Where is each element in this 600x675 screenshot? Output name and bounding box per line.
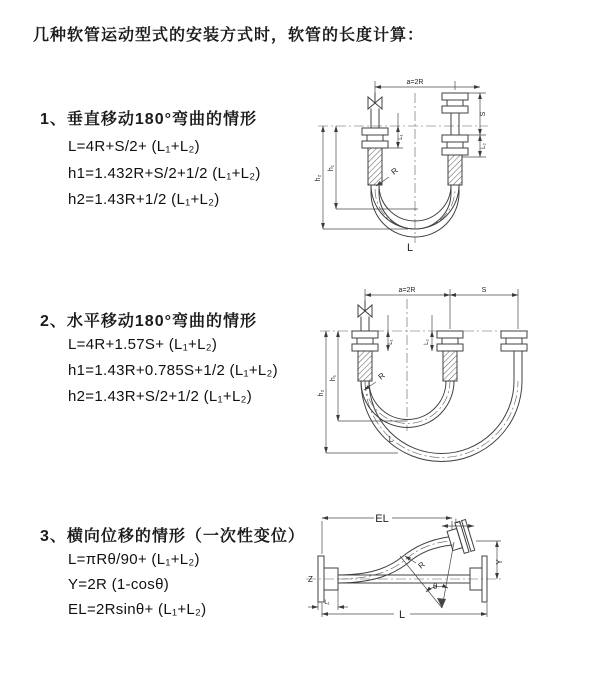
d3-label-l: L <box>398 609 406 621</box>
d3-centerlines <box>306 541 502 579</box>
d2-label-h2: h₂ <box>318 389 325 397</box>
d3-label-el: EL <box>375 513 389 525</box>
d2-valve-icon <box>358 301 372 317</box>
d1-label-h1: h₁ <box>328 164 335 172</box>
d3-label-l2: L₂ <box>455 519 461 525</box>
section-1-heading: 1、垂直移动180°弯曲的情形 <box>40 111 257 128</box>
d3-label-l1: L₁ <box>324 600 330 606</box>
diagram-lateral-displacement <box>302 504 512 644</box>
d2-pipe-middle <box>437 331 463 381</box>
section-3-formula-1: L=πRθ/90+ (L₁+L₂) <box>68 551 200 568</box>
d3-label-r: R <box>416 559 427 571</box>
d2-dimensions <box>326 289 518 453</box>
d2-label-a2r: a=2R <box>398 287 416 294</box>
section-3-heading: 3、横向位移的情形（一次性变位） <box>40 528 305 545</box>
d1-right-pipe <box>442 93 468 185</box>
section-1-formula-3: h2=1.43R+1/2 (L₁+L₂) <box>68 191 220 208</box>
section-2-formula-3: h2=1.43R+S/2+1/2 (L₁+L₂) <box>68 388 253 405</box>
d1-label-r: R <box>389 165 400 177</box>
d1-label-l: L <box>406 242 414 254</box>
d1-label-s: S <box>480 111 487 117</box>
d2-pipe-left <box>352 317 378 381</box>
d1-label-l2: L₂ <box>481 143 487 149</box>
d2-pipe-right <box>501 331 527 381</box>
section-1-formula-1: L=4R+S/2+ (L₁+L₂) <box>68 138 200 155</box>
d2-centerlines <box>320 299 528 458</box>
d1-valve-icon <box>368 93 382 109</box>
diagram-vertical-180-bend <box>310 73 560 261</box>
d1-left-pipe <box>362 109 388 185</box>
d2-label-l: L <box>388 435 394 444</box>
page-title: 几种软管运动型式的安装方式时，软管的长度计算： <box>33 27 425 44</box>
d1-label-a2r: a=2R <box>406 79 424 86</box>
d3-label-y: Y <box>495 559 504 565</box>
section-3-formula-3: EL=2Rsinθ+ (L₁+L₂) <box>68 601 207 618</box>
d3-hose-curve <box>338 537 452 583</box>
d2-label-h1: h₁ <box>330 374 337 382</box>
section-3-formula-2: Y=2R (1-cosθ) <box>68 576 170 593</box>
d1-label-l1: L₁ <box>398 134 404 140</box>
d2-label-l1: L₁ <box>388 339 394 345</box>
section-1-formula-2: h1=1.432R+S/2+1/2 (L₁+L₂) <box>68 165 261 182</box>
section-2-heading: 2、水平移动180°弯曲的情形 <box>40 313 257 330</box>
diagram-horizontal-180-bend <box>310 281 560 471</box>
section-2-formula-1: L=4R+1.57S+ (L₁+L₂) <box>68 336 218 353</box>
d3-label-z-mark: Z <box>308 575 313 584</box>
d2-label-r: R <box>376 370 387 382</box>
section-2-formula-2: h1=1.43R+0.785S+1/2 (L₁+L₂) <box>68 362 278 379</box>
d1-label-h2: h₂ <box>315 174 322 182</box>
d3-tilted-flange <box>445 520 474 557</box>
d3-label-theta: θ <box>433 582 438 591</box>
d2-label-s: S <box>481 287 487 294</box>
d2-label-l2: L₂ <box>424 339 430 345</box>
